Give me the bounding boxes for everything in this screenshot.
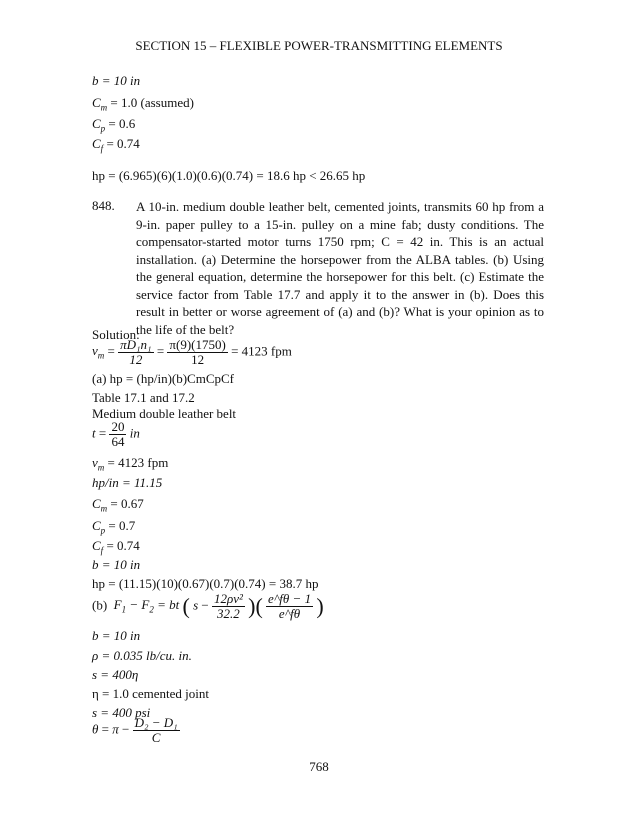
thickness-line: t = $\frac{20}{64}$ in [92,419,140,449]
cf-line: $C_f = 0.74$ [92,136,140,154]
part-b-equation: (b) $F_1 - F_2$ = bt ( s − $\frac{\text{12ρv²}}{32.2}$ )( $\frac{e\^{}f\theta - 1}{e\^{}f\theta}$ ) [92,591,324,621]
vm-equation: $v_m$ = $\frac{\text{πD₁n₁}}{12}$ = $\frac{\pi(9)(1750)}{12}$ = 4123 fpm [92,337,292,367]
page-header: SECTION 15 – FLEXIBLE POWER-TRANSMITTING ELEMENTS [135,38,503,53]
eta-line: η = 1.0 cemented joint [92,686,210,701]
problem-number: 848. [92,198,115,213]
problem-text: A 10-in. medium double leather belt, cemented joints, transmits 60 hp from a 9-in. paper pulley to a 15-in. pulley on a mine fab; dusty conditions. The compensator-started motor turns 1750 rpm; C = 42 in. This is an actual installation. (a) Determine the horsepower from the ALBA tables. (b) Using the general equation, determine the horsepower for this belt. (c) Estimate the service factor from Table 17.7 and apply it to the answer in (b). Does this result in better or worse agreement of (a) and (b)? What is your opinion as to the life of the belt? [136,199,544,337]
cf-line-2: $C_f = 0.74$ [92,538,140,556]
b-line-2: b = 10 in [92,557,141,572]
belt-type: Medium double leather belt [92,406,237,421]
part-a-equation: (a) hp = (hp/in)(b)CmCpCf [92,371,235,386]
page-number: 768 [309,759,329,774]
solution-label: Solution: [92,327,140,342]
table-reference: Table 17.1 and 17.2 [92,390,195,405]
hp-equation: hp = (6.965)(6)(1.0)(0.6)(0.74) = 18.6 hp < 26.65 hp [92,168,366,183]
cp-line-2: $C_p = 0.7$ [92,518,136,536]
cm-line-2: $C_m = 0.67$ [92,496,144,514]
vm-line: $v_m = 4123$ fpm [92,455,169,473]
theta-equation: θ = π − $\frac{\text{D₂ − D₁}}{C}$ [92,715,178,745]
s-psi-line: s = 400 psi [92,705,151,720]
cp-line: $C_p = 0.6$ [92,116,136,134]
rho-line: ρ = 0.035 lb/cu. in. [92,648,192,663]
s-line: s = 400η [92,667,139,682]
b-value-line: b = 10 in [92,73,141,88]
hp-result: hp = (11.15)(10)(0.67)(0.7)(0.74) = 38.7 hp [92,576,319,591]
cm-line: $C_m = 1.0$ (assumed) [92,95,194,113]
b-line-3: b = 10 in [92,628,141,643]
hp-per-in-line: hp/in = 11.15 [92,475,163,490]
